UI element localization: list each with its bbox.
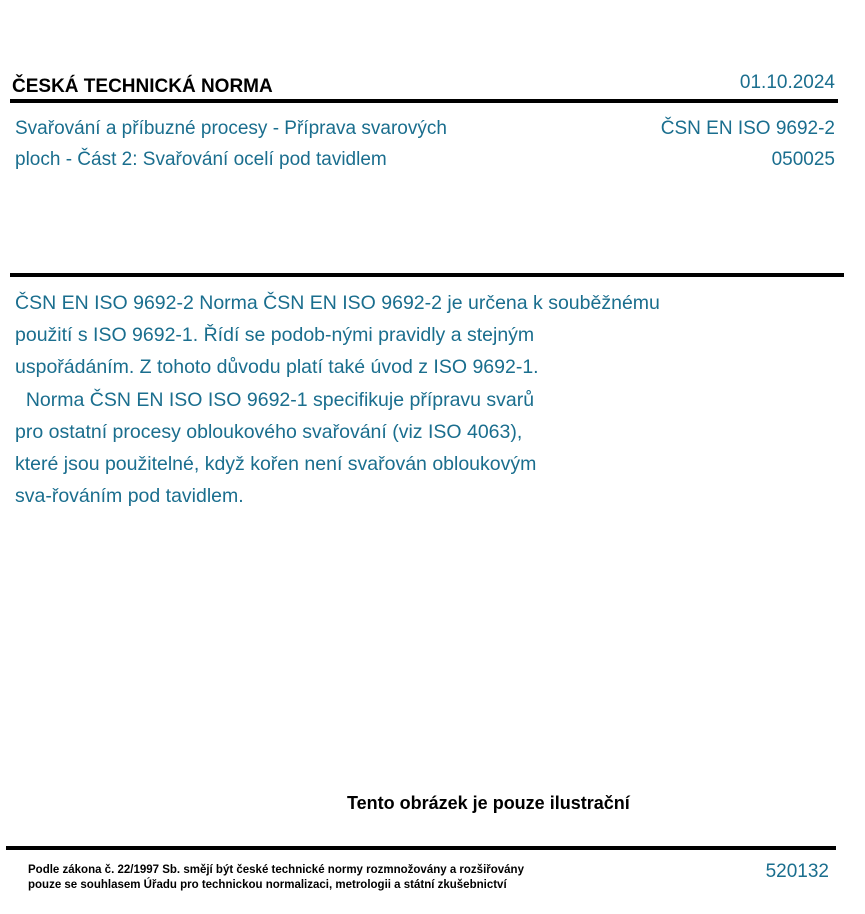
footer-price-code: 520132 [765,861,829,882]
illustration-notice: Tento obrázek je pouze ilustrační [347,793,630,813]
title-divider [10,273,844,277]
standard-title-line-1: Svařování a příbuzné procesy - Příprava svarových [15,118,447,139]
footer-divider [6,846,836,850]
header-divider [10,99,838,103]
standard-number: ČSN EN ISO 9692-2 [660,118,835,139]
body-line-4: Norma ČSN EN ISO ISO 9692-1 specifikuje přípravu svarů [15,389,535,411]
standard-title-line-2: ploch - Část 2: Svařování ocelí pod tavidlem [15,149,387,170]
body-line-2: použití s ISO 9692-1. Řídí se podob-nými pravidly a stejným [15,324,535,346]
body-line-1: ČSN EN ISO 9692-2 Norma ČSN EN ISO 9692-2 je určena k souběžnému [15,292,660,314]
classification-code: 050025 [771,149,835,170]
document-type-heading: ČESKÁ TECHNICKÁ NORMA [12,76,273,97]
body-line-5: pro ostatní procesy obloukového svařování (viz ISO 4063), [15,421,523,443]
body-line-6: které jsou použitelné, když kořen není svařován obloukovým [15,453,537,475]
legal-notice-line-1: Podle zákona č. 22/1997 Sb. smějí být české technické normy rozmnožovány a rozšiřovány [28,864,524,876]
legal-notice-line-2: pouze se souhlasem Úřadu pro technickou normalizaci, metrologii a státní zkušebnictví [28,879,507,891]
publication-date: 01.10.2024 [739,72,835,93]
body-line-7: sva-řováním pod tavidlem. [15,485,244,507]
body-line-3: uspořádáním. Z tohoto důvodu platí také úvod z ISO 9692-1. [15,356,539,378]
